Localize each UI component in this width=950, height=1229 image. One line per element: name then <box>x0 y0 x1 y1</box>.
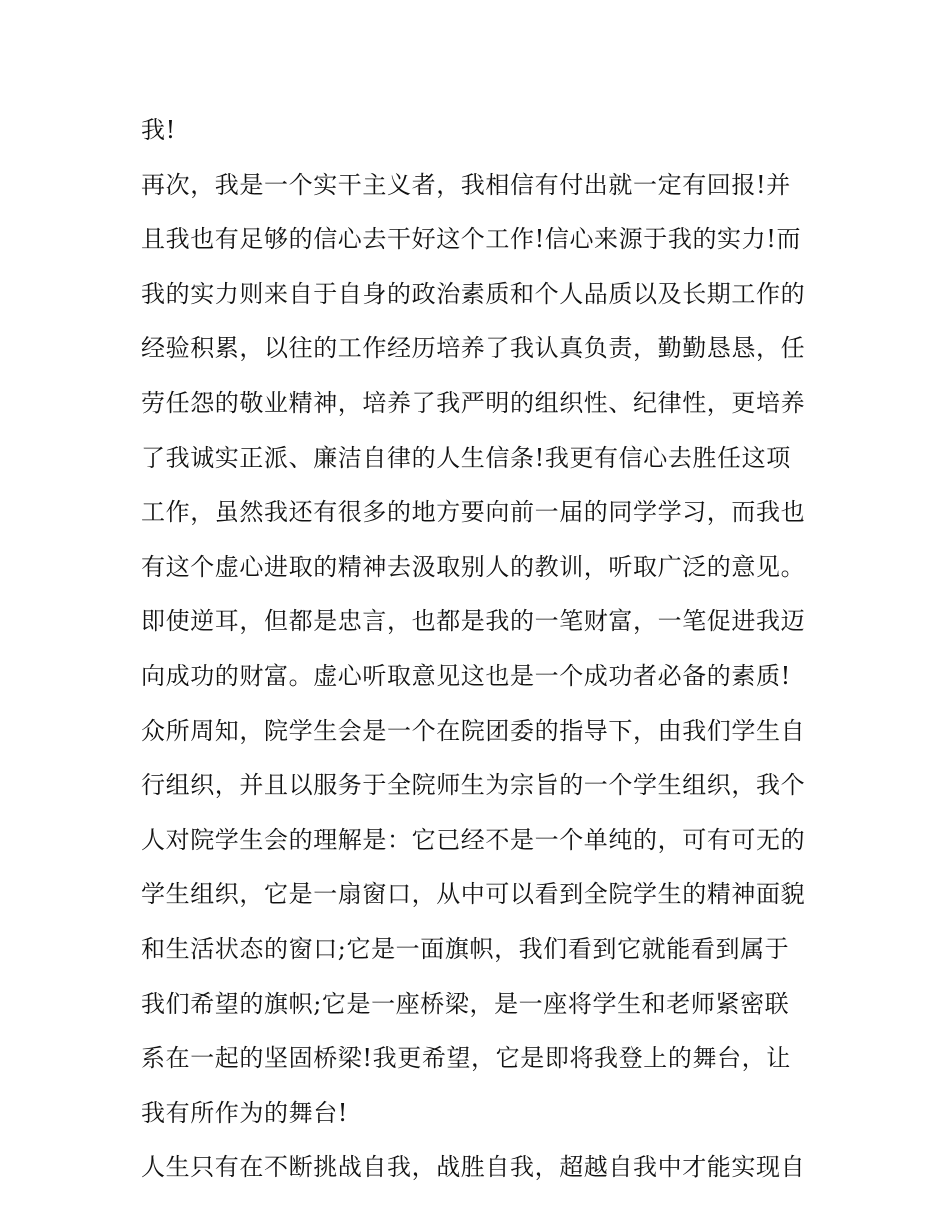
text-line: 即使逆耳，但都是忠言，也都是我的一笔财富，一笔促进我迈 <box>141 607 806 636</box>
text-line: 且我也有足够的信心去干好这个工作!信心来源于我的实力!而 <box>141 225 802 254</box>
text-line: 向成功的财富。虚心听取意见这也是一个成功者必备的素质! <box>141 661 791 690</box>
text-line: 行组织，并且以服务于全院师生为宗旨的一个学生组织，我个 <box>141 771 806 800</box>
text-line: 我们希望的旗帜;它是一座桥梁，是一座将学生和老师紧密联 <box>141 989 790 1018</box>
text-line: 我! <box>141 116 176 144</box>
text-line: 工作，虽然我还有很多的地方要向前一届的同学学习，而我也 <box>141 498 806 527</box>
text-line: 人生只有在不断挑战自我，战胜自我，超越自我中才能实现自 <box>141 1153 806 1182</box>
document-body <box>141 110 821 1202</box>
text-line: 劳任怨的敬业精神，培养了我严明的组织性、纪律性，更培养 <box>141 388 806 417</box>
text-line: 我有所作为的舞台! <box>141 1098 349 1127</box>
text-line: 系在一起的坚固桥梁!我更希望，它是即将我登上的舞台，让 <box>141 1044 791 1073</box>
text-line: 众所周知，院学生会是一个在院团委的指导下，由我们学生自 <box>141 716 806 745</box>
text-line: 和生活状态的窗口;它是一面旗帜，我们看到它就能看到属于 <box>141 934 790 963</box>
text-line: 再次，我是一个实干主义者，我相信有付出就一定有回报!并 <box>141 170 791 199</box>
text-line: 经验积累，以往的工作经历培养了我认真负责，勤勤恳恳，任 <box>141 334 806 363</box>
text-line: 学生组织，它是一扇窗口，从中可以看到全院学生的精神面貌 <box>141 880 806 909</box>
text-line: 我的实力则来自于自身的政治素质和个人品质以及长期工作的 <box>141 279 806 308</box>
text-line: 人对院学生会的理解是：它已经不是一个单纯的，可有可无的 <box>141 825 806 854</box>
text-line: 了我诚实正派、廉洁自律的人生信条!我更有信心去胜任这项 <box>141 443 791 472</box>
text-line: 有这个虚心进取的精神去汲取别人的教训，听取广泛的意见。 <box>141 552 806 581</box>
